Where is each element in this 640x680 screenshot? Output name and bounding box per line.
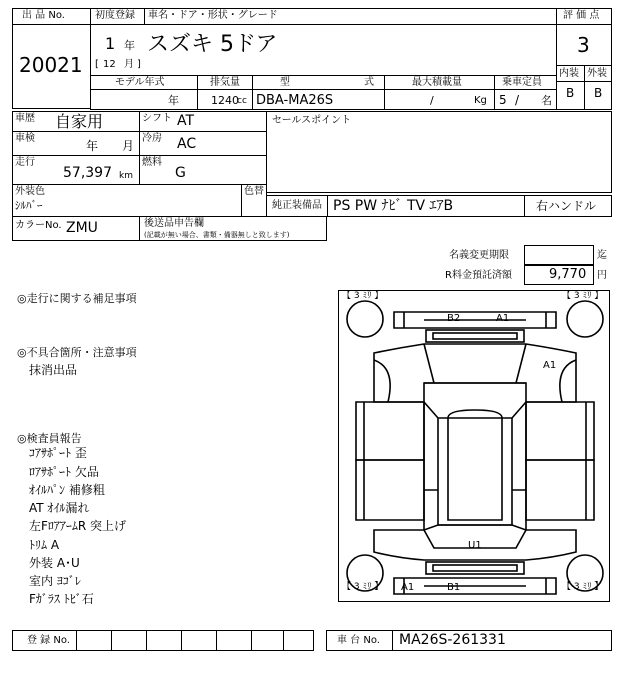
- damage-mark: A1: [401, 582, 415, 593]
- ac-label: 冷房: [142, 133, 162, 144]
- registration-label: 登 録 No.: [27, 635, 70, 646]
- model-year-unit: 年: [168, 94, 179, 107]
- displacement-value: 1240: [211, 94, 239, 107]
- type-value: DBA-MA26S: [256, 93, 334, 108]
- interior-label: 内装: [559, 68, 579, 79]
- handle-value: 右ハンドル: [536, 199, 597, 213]
- model-year-label: モデル年式: [115, 77, 165, 88]
- left-front-door: [356, 402, 424, 460]
- car-label: 車名・ドア・形状・グレード: [148, 10, 278, 21]
- damage-mark: B1: [447, 582, 461, 593]
- max-load-slash: /: [430, 94, 434, 107]
- kg-unit: Kg: [474, 95, 487, 106]
- report-item: 室内 ﾖｺﾞﾚ: [29, 574, 81, 588]
- roof: [438, 418, 512, 525]
- shift-value: AT: [177, 113, 195, 129]
- tire-depth-rear-right: 【 3 ﾐﾘ 】: [562, 582, 604, 592]
- color-label: 外装色: [15, 186, 45, 197]
- exterior-score: B: [594, 86, 603, 100]
- type-label: 型 式: [280, 77, 392, 88]
- docs-label: 後送品申告欄: [144, 218, 204, 229]
- month-unit: 月: [124, 59, 134, 70]
- lot-number: 20021: [19, 53, 83, 77]
- report-item: ﾄﾘﾑ A: [29, 538, 60, 552]
- score-value: 3: [577, 33, 590, 57]
- chassis-number: MA26S-261331: [399, 632, 506, 648]
- wheel-front-right: [567, 301, 603, 337]
- damage-mark: B2: [447, 313, 461, 324]
- inspection-label: 車検: [15, 133, 35, 144]
- car-name: スズキ 5ドア: [147, 32, 278, 57]
- fuel-value: G: [175, 165, 186, 181]
- report-item: ｵｲﾙﾊﾟﾝ 補修粗: [29, 483, 105, 497]
- exterior-label: 外装: [587, 68, 607, 79]
- first-reg-label: 初度登録: [95, 10, 135, 21]
- report-title: ◎検査員報告: [17, 432, 82, 445]
- ac-value: AC: [177, 136, 197, 152]
- tire-depth-front-right: 【 3 ﾐﾘ 】: [562, 291, 604, 301]
- name-change-box: [524, 245, 594, 265]
- report-item: ﾛｱｻﾎﾟｰﾄ 欠品: [29, 465, 99, 479]
- chassis-label: 車 台 No.: [337, 635, 380, 646]
- recycle-value: 9,770: [549, 267, 587, 282]
- report-item: 左FﾛｱｱｰﾑR 突上げ: [29, 519, 127, 533]
- sales-point-label: セールスポイント: [272, 115, 352, 126]
- damage-mark: U1: [468, 540, 482, 551]
- right-rear-door: [526, 460, 594, 520]
- hood: [374, 344, 576, 402]
- displacement-label: 排気量: [210, 77, 240, 88]
- inspection-month-unit: 月: [122, 139, 135, 153]
- report-item: AT ｵｲﾙ漏れ: [29, 501, 90, 515]
- capacity-unit: 名: [541, 94, 552, 107]
- history-value: 自家用: [55, 112, 104, 131]
- max-load-label: 最大積載量: [412, 77, 462, 88]
- color-value: ｼﾙﾊﾞｰ: [15, 199, 43, 212]
- damage-mark: A1: [543, 360, 557, 371]
- interior-score: B: [566, 86, 575, 100]
- cc-unit: cc: [237, 96, 247, 106]
- docs-note: (記載が無い場合、書類・備器無しと致します): [144, 231, 290, 239]
- damage-mark: A1: [496, 313, 510, 324]
- capacity-value: 5: [499, 93, 507, 107]
- recycle-label: R料金預託済額: [445, 270, 512, 281]
- capacity-slash: /: [515, 93, 520, 107]
- first-reg-month: 12: [103, 59, 116, 70]
- recycle-unit: 円: [597, 270, 607, 281]
- shift-label: シフト: [142, 113, 172, 124]
- mileage-value: 57,397: [63, 165, 112, 181]
- score-label: 評 価 点: [563, 10, 600, 21]
- rear-garnish: [426, 562, 524, 574]
- report-item: Fｶﾞﾗｽ ﾄﾋﾞ石: [29, 592, 94, 606]
- lot-label: 出 品 No.: [22, 10, 65, 21]
- report-item: ｺｱｻﾎﾟｰﾄ 歪: [29, 446, 87, 460]
- inspection-year-unit: 年: [86, 139, 99, 153]
- name-change-label: 名義変更期限: [449, 250, 509, 261]
- color-no-label: カラーNo.: [15, 220, 62, 231]
- color-no-value: ZMU: [66, 220, 98, 236]
- color-change-label: 色替: [244, 186, 264, 197]
- defects-title: ◎不具合箇所・注意事項: [17, 346, 137, 359]
- wheel-front-left: [347, 301, 383, 337]
- defect-item: 抹消出品: [29, 363, 78, 377]
- fuel-label: 燃料: [142, 157, 162, 168]
- capacity-label: 乗車定員: [502, 77, 542, 88]
- equipment-label: 純正装備品: [272, 200, 322, 211]
- tire-depth-front-left: 【 3 ﾐﾘ 】: [342, 291, 384, 301]
- mileage-label: 走行: [15, 157, 35, 168]
- first-reg-year: 1: [105, 34, 116, 53]
- driving-notes-title: ◎走行に関する補足事項: [17, 292, 137, 305]
- history-label: 車歴: [15, 113, 35, 124]
- year-unit: 年: [124, 39, 135, 52]
- car-diagram: [338, 290, 610, 602]
- equipment-value: PS PW ﾅﾋﾞ TV ｴｱB: [333, 198, 454, 214]
- report-item: 外装 A･U: [29, 556, 80, 570]
- left-rear-door: [356, 460, 424, 520]
- front-grille: [426, 330, 524, 342]
- name-change-unit: 迄: [597, 250, 607, 261]
- right-front-door: [526, 402, 594, 460]
- km-unit: km: [119, 171, 133, 181]
- tire-depth-rear-left: 【 3 ﾐﾘ 】: [342, 582, 384, 592]
